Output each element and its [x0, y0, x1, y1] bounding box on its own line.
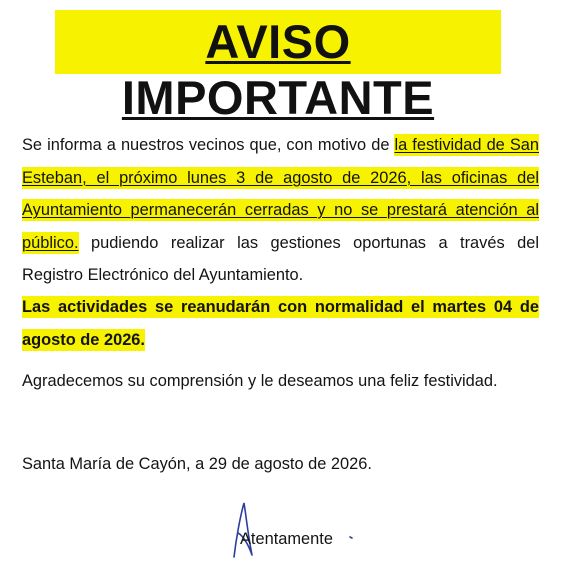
paragraph-trail: pudiendo realizar las gestiones oportunas a través del Registro Electrónico del Ayuntamiento. — [22, 233, 539, 284]
paragraph-thanks: Agradecemos su comprensión y le deseamos una feliz festividad. — [22, 372, 498, 390]
title-banner — [55, 10, 501, 124]
closing-salutation: Atentamente — [240, 530, 333, 548]
signature-dot — [350, 537, 352, 538]
paragraph-closure-notice — [22, 129, 539, 292]
highlighted-closure-text: la festividad de San Esteban, el próximo lunes 3 de agosto de 2026, las oficinas del Ayuntamiento permanecerán cerradas y no se prestará atención al público. — [22, 136, 540, 252]
paragraph-resumption — [22, 291, 539, 356]
paragraph-lead: Se informa a nuestros vecinos que, con motivo de — [22, 136, 395, 154]
notice-title: AVISO IMPORTANTE — [121, 15, 435, 124]
highlighted-resumption-text: Las actividades se reanudarán con normalidad el martes 04 de agosto de 2026. — [22, 298, 539, 349]
place-and-date: Santa María de Cayón, a 29 de agosto de 2026. — [22, 455, 372, 473]
